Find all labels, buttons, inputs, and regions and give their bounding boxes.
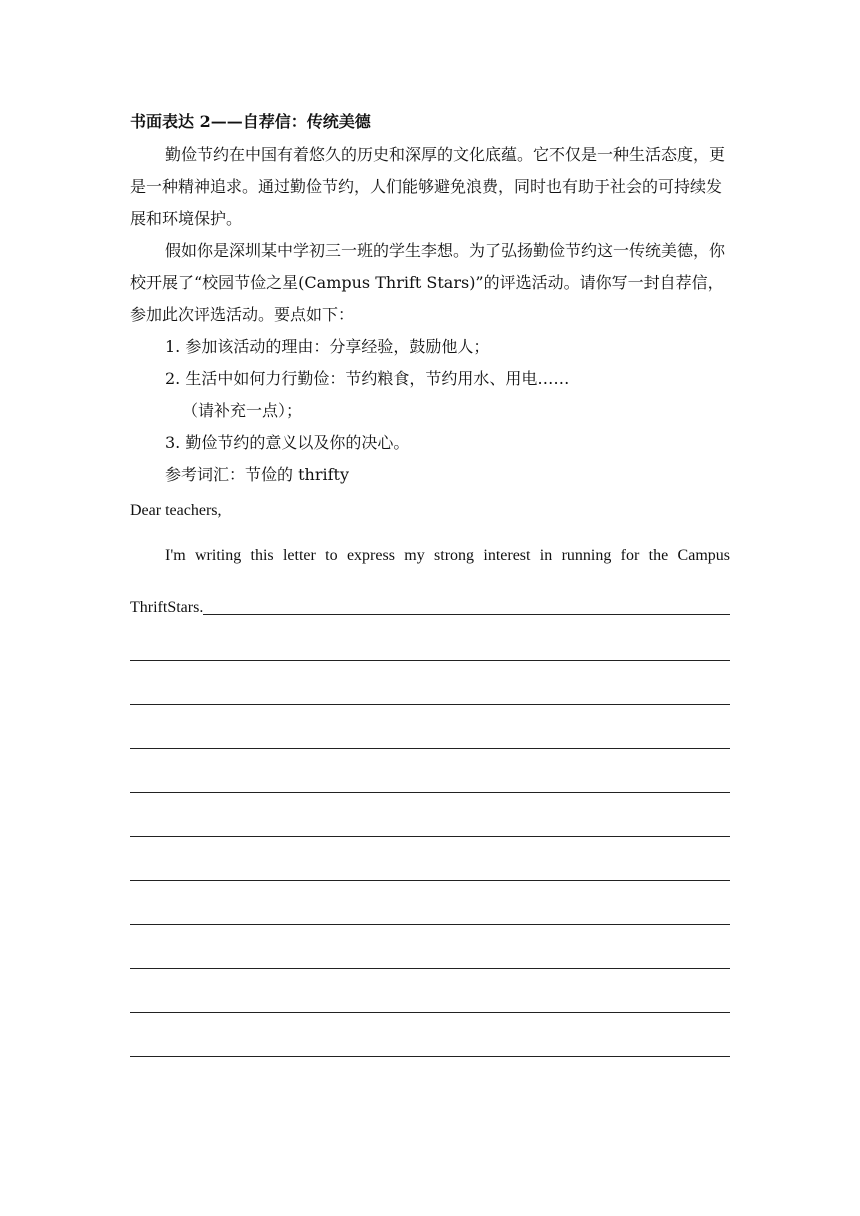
requirement-item-2: 2. 生活中如何力行勤俭：节约粮食，节约用水、用电…… <box>165 369 570 388</box>
worksheet-page <box>130 108 730 1057</box>
answer-line[interactable] <box>130 880 730 881</box>
letter-salutation: Dear teachers, <box>130 502 222 519</box>
requirement-item-1: 1. 参加该活动的理由：分享经验，鼓励他人； <box>165 337 490 356</box>
requirement-item-2-note: （请补充一点）； <box>182 401 303 420</box>
intro-paragraph: 勤俭节约在中国有着悠久的历史和深厚的文化底蕴。它不仅是一种生活态度，更是一种精神追求。通过勤俭节约，人们能够避免浪费，同时也有助于社会的可持续发展和环境保护。 <box>130 145 726 228</box>
section-title: 书面表达 2——自荐信：传统美德 <box>130 112 371 131</box>
letter-continuation-row <box>130 595 730 617</box>
letter-opening-line: I'm writing this letter to express my strong interest in running for the Campus <box>165 547 730 564</box>
requirement-item-3: 3. 勤俭节约的意义以及你的决心。 <box>165 433 410 452</box>
answer-line[interactable] <box>130 924 730 925</box>
answer-line[interactable] <box>130 836 730 837</box>
answer-line[interactable] <box>130 704 730 705</box>
requirements-list <box>130 331 730 459</box>
answer-line[interactable] <box>203 613 730 615</box>
answer-line[interactable] <box>130 1056 730 1057</box>
answer-line[interactable] <box>130 968 730 969</box>
answer-line[interactable] <box>130 792 730 793</box>
vocabulary-hint: 参考词汇：节俭的 thrifty <box>165 465 349 484</box>
answer-line[interactable] <box>130 660 730 661</box>
letter-continuation-text: ThriftStars. <box>130 599 204 616</box>
answer-line[interactable] <box>130 1012 730 1013</box>
answer-line[interactable] <box>130 748 730 749</box>
task-paragraph: 假如你是深圳某中学初三一班的学生李想。为了弘扬勤俭节约这一传统美德，你校开展了“校园节俭之星(Campus Thrift Stars)”的评选活动。请你写一封自荐信，参加此次评选活动。要点如下： <box>130 241 726 324</box>
